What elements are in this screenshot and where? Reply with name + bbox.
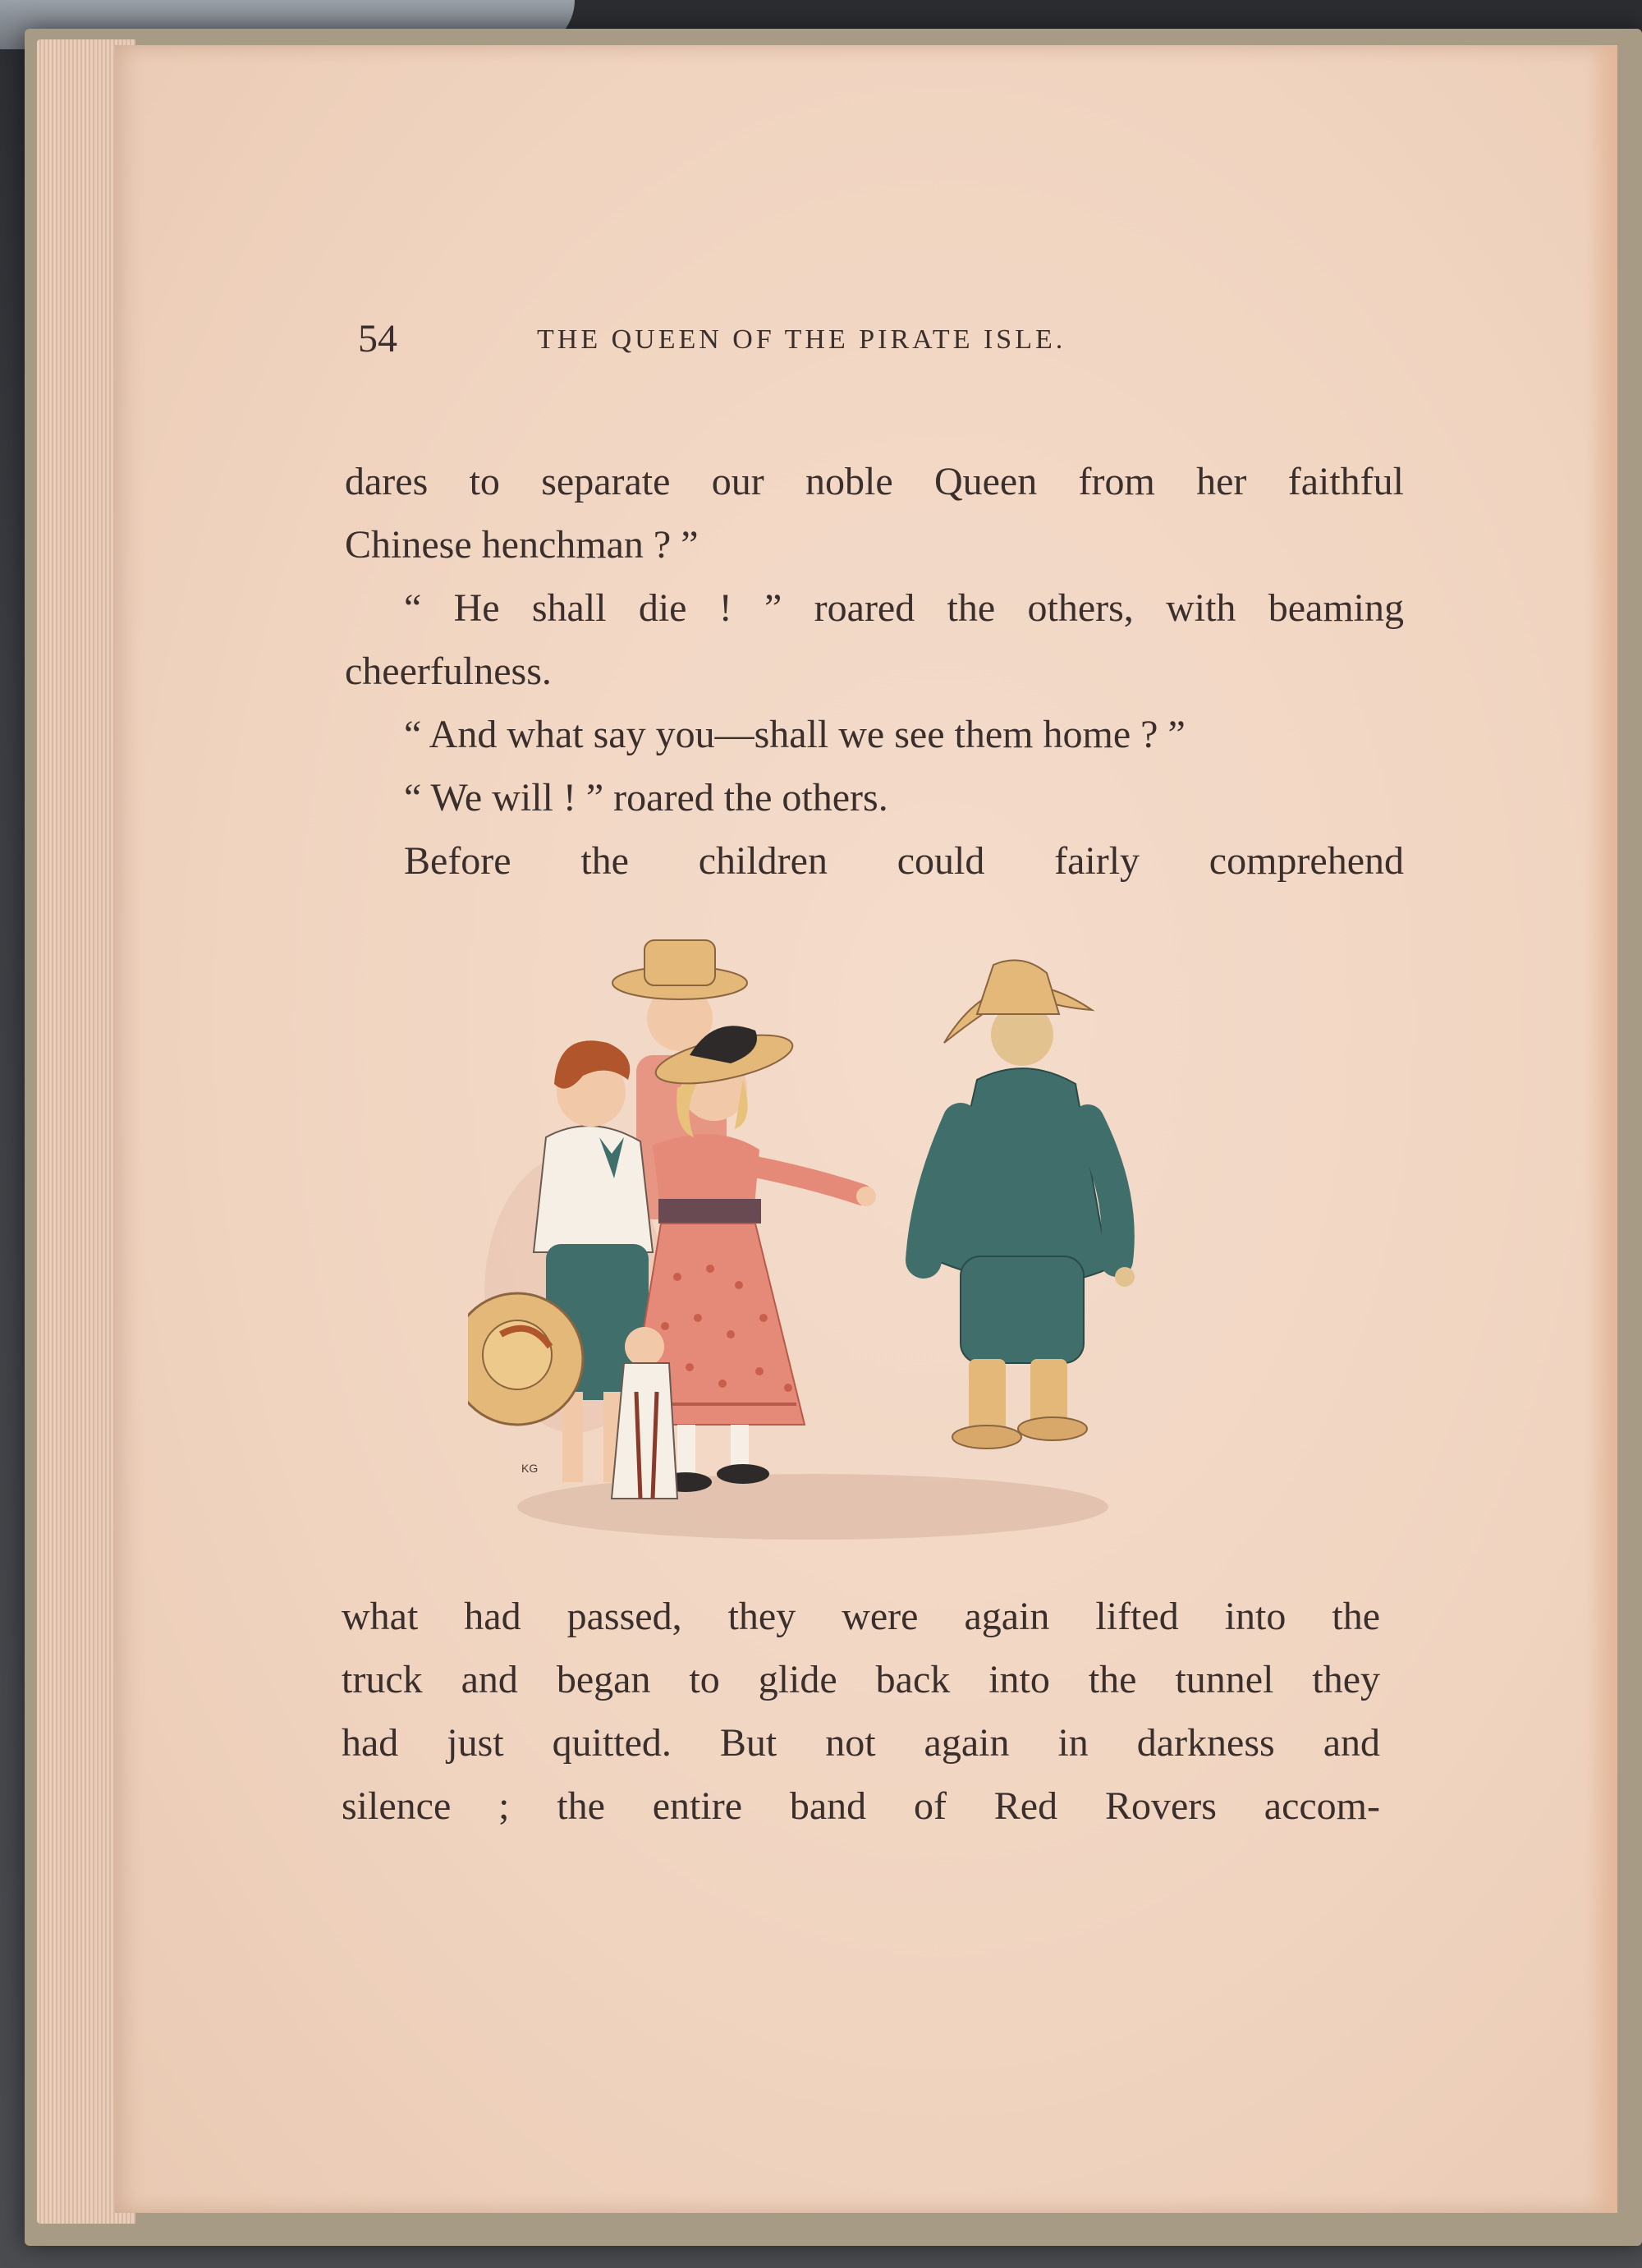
text-line: “ And what say you—shall we see them home ? ” (404, 713, 1186, 756)
illustration-drawing (468, 932, 1273, 1572)
body-text-top (345, 450, 1404, 893)
page-gutter (1585, 45, 1617, 2213)
figure-chinese-boy (924, 960, 1135, 1448)
text-line: cheerfulness. (345, 650, 552, 693)
illustration-children (468, 932, 1273, 1572)
running-head (358, 316, 1335, 382)
body-text-bottom (342, 1585, 1380, 1838)
ground-shadow (517, 1474, 1108, 1540)
text-line: “ We will ! ” roared the others. (404, 776, 888, 820)
text-line: “ He shall die ! ” roared the others, with beaming (404, 586, 1404, 630)
text-line: dares to separate our noble Queen from her faithful (345, 460, 1404, 503)
text-line: had just quitted. But not again in darkness and (342, 1721, 1380, 1765)
page-number: 54 (358, 317, 397, 360)
text-line: Before the children could fairly comprehend (404, 839, 1404, 883)
text-line: truck and began to glide back into the tunnel they (342, 1658, 1380, 1701)
artist-initials: KG (521, 1462, 539, 1475)
text-line: what had passed, they were again lifted into the (342, 1595, 1380, 1638)
text-line: Chinese henchman ? ” (345, 523, 699, 567)
text-line: silence ; the entire band of Red Rovers accom- (342, 1784, 1380, 1828)
running-title: THE QUEEN OF THE PIRATE ISLE. (537, 324, 1066, 355)
